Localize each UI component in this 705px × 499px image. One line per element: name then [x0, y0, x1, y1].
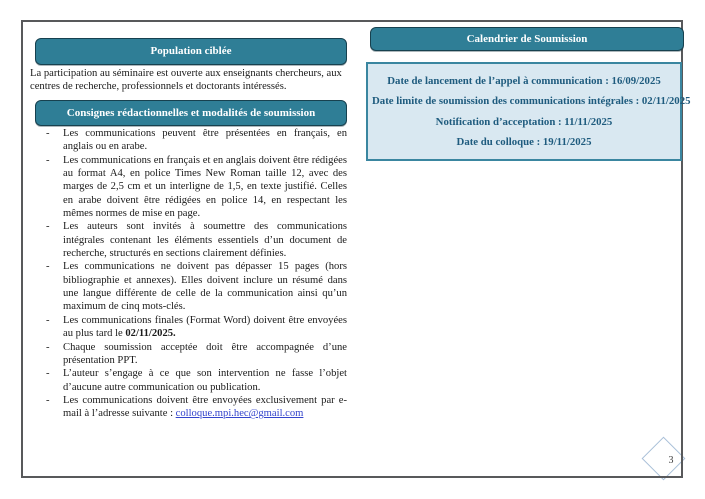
bullet-marker: -: [46, 314, 50, 326]
bullet-marker: -: [46, 221, 50, 233]
bullet-text: [63, 220, 347, 260]
calendar-header-box: [370, 27, 684, 51]
bullet-text: [63, 127, 347, 154]
bullet-plain-text: Chaque soumission acceptée doit être accompagnée d’une présentation PPT.: [63, 341, 347, 366]
consignes-header-label: Consignes rédactionnelles et modalités de soumission: [66, 106, 316, 119]
bullet-plain-text: Les communications doivent être envoyées exclusivement par e-mail à l’adresse suivante :: [63, 394, 347, 420]
population-header-label: Population ciblée: [150, 45, 232, 57]
bullet-item: [42, 394, 347, 421]
consignes-header-box: [35, 100, 347, 126]
bullet-item: [42, 154, 347, 221]
calendar-header-label: Calendrier de Soumission: [466, 32, 588, 45]
bullet-text: [63, 341, 347, 368]
bullet-list: [42, 127, 347, 421]
email-link[interactable]: colloque.mpi.hec@gmail.com: [175, 408, 304, 420]
bullet-item: [42, 220, 347, 260]
calendar-panel: [366, 62, 691, 161]
calendar-line: Date de lancement de l’appel à communication : 16/09/2025: [387, 74, 661, 87]
bullet-item: [42, 127, 347, 154]
bullet-item: [42, 314, 347, 341]
intro-paragraph: La participation au séminaire est ouverte aux enseignants chercheurs, aux centres de recherche, professionnels et doctorants intéressés.: [30, 68, 342, 92]
bullet-plain-text: Les communications en français et en anglais doivent être rédigées au format A4, en police Times New Roman taille 12, avec des marges de 2,5 cm et un interligne de 1,5, en texte justifié. Celles en arabe doivent être rédigées en police 14, en respectant les mêmes normes de mise en page.: [63, 154, 347, 220]
bullet-bold-text: 02/11/2025.: [125, 328, 176, 340]
bullet-text: [63, 154, 347, 221]
bullet-plain-text: Les communications peuvent être présentées en français, en anglais ou en arabe.: [63, 128, 347, 153]
bullet-item: [42, 367, 347, 394]
bullet-plain-text: Les communications finales (Format Word) doivent être envoyées au plus tard le: [63, 314, 347, 340]
bullet-marker: -: [46, 128, 50, 139]
bullet-plain-text: Les communications ne doivent pas dépasser 15 pages (hors bibliographie et annexes). Elles doivent inclure un résumé dans une langue différente de celle de la communication ainsi qu’un maximum de cinq mots-clés.: [63, 261, 347, 313]
bullet-marker: -: [46, 261, 50, 273]
page-number: 3: [668, 455, 674, 466]
bullet-marker: -: [46, 154, 50, 166]
bullet-marker: -: [46, 394, 50, 406]
bullet-text: [63, 314, 347, 341]
population-header-box: [35, 38, 347, 65]
bullet-text: [63, 394, 347, 421]
bullet-marker: -: [46, 368, 50, 380]
bullet-text: [63, 367, 347, 394]
bullet-text: [63, 260, 347, 313]
bullet-item: [42, 341, 347, 368]
bullet-plain-text: L’auteur s’engage à ce que son intervention ne fasse l’objet d’aucune autre communication ou publication.: [63, 368, 347, 393]
bullet-item: [42, 260, 347, 313]
calendar-line: Date limite de soumission des communications intégrales : 02/11/2025: [372, 95, 691, 108]
bullet-plain-text: Les auteurs sont invités à soumettre des communications intégrales contenant les éléments essentiels d’un document de recherche, structurés en sections clairement définies.: [63, 221, 347, 260]
calendar-line: Notification d’acceptation : 11/11/2025: [435, 115, 613, 128]
bullet-marker: -: [46, 341, 50, 353]
calendar-line: Date du colloque : 19/11/2025: [456, 136, 592, 149]
